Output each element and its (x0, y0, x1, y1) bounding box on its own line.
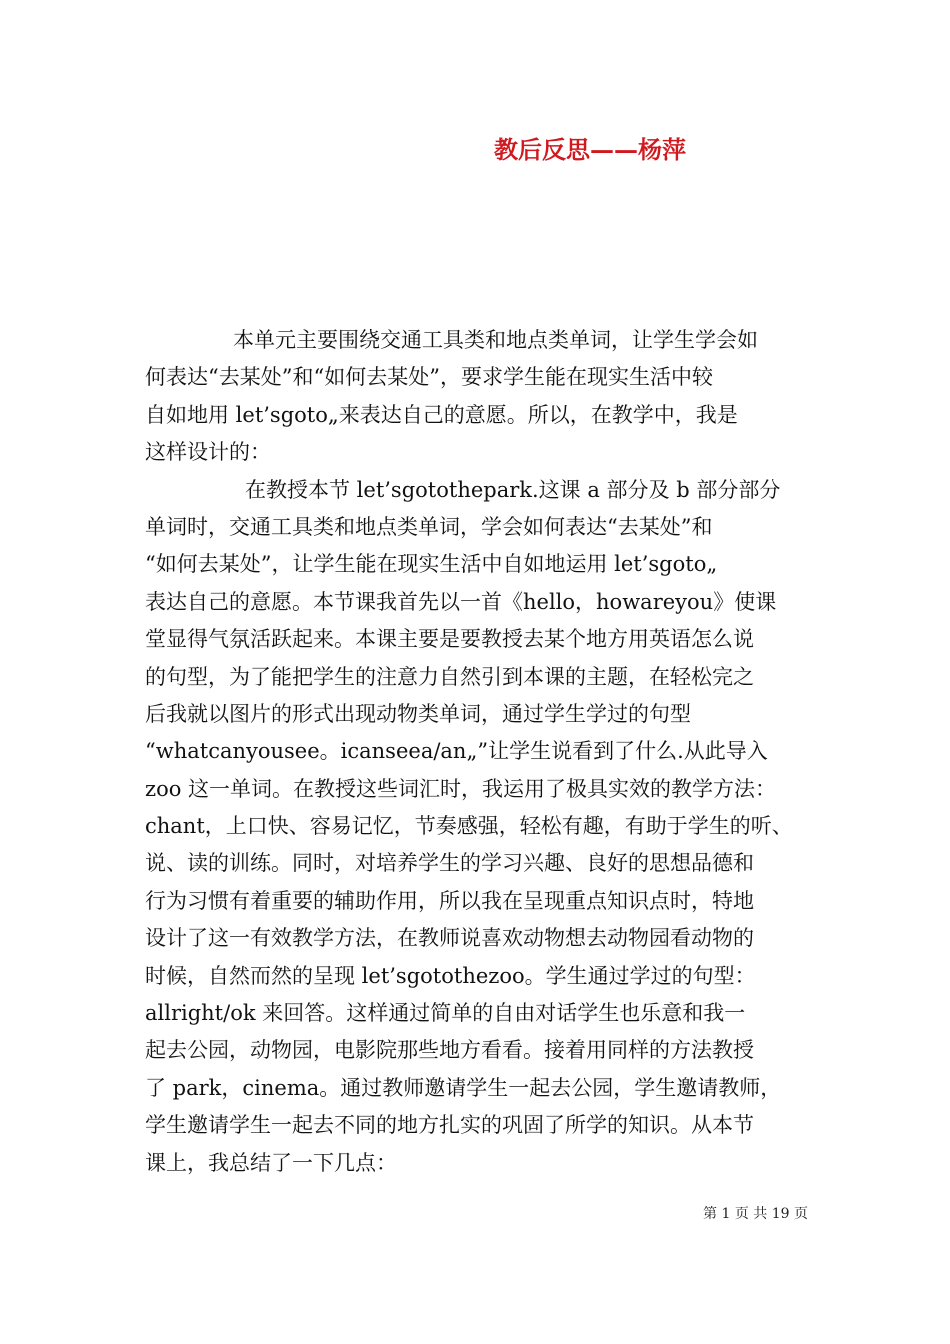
paragraph-line: 起去公园，动物园，电影院那些地方看看。接着用同样的方法教授 (145, 1038, 754, 1063)
document-title: 教后反思——杨萍 (494, 135, 686, 164)
document-body (145, 322, 809, 1182)
paragraph-line: 自如地用 let’sgoto„来表达自己的意愿。所以，在教学中，我是 (145, 402, 738, 427)
paragraph-line: 在教授本节 let’sgotothepark.这课 a 部分及 b 部分部分 (245, 477, 781, 502)
paragraph-line: 了 park，cinema。通过教师邀请学生一起去公园，学生邀请教师， (145, 1075, 782, 1100)
paragraph-line: “whatcanyousee。icanseea/an„”让学生说看到了什么.从此导入 (145, 739, 768, 764)
paragraph-line: 行为习惯有着重要的辅助作用，所以我在呈现重点知识点时，特地 (145, 888, 754, 913)
paragraph-line: 何表达“去某处”和“如何去某处”，要求学生能在现实生活中较 (145, 365, 713, 390)
paragraph-line: 设计了这一有效教学方法，在教师说喜欢动物想去动物园看动物的 (145, 926, 754, 951)
page-number-footer: 第 1 页 共 19 页 (703, 1206, 808, 1222)
paragraph-line: 说、读的训练。同时，对培养学生的学习兴趣、良好的思想品德和 (145, 851, 754, 876)
paragraph-line: 课上，我总结了一下几点： (145, 1150, 397, 1175)
paragraph-line: allright/ok 来回答。这样通过简单的自由对话学生也乐意和我一 (145, 1001, 746, 1026)
paragraph-line: 后我就以图片的形式出现动物类单词，通过学生学过的句型 (145, 701, 691, 726)
paragraph-line: 时候，自然而然的呈现 let’sgotothezoo。学生通过学过的句型： (145, 963, 756, 988)
paragraph-line: 表达自己的意愿。本节课我首先以一首《hello，howareyou》使课 (145, 589, 777, 614)
paragraph-line: 堂显得气氛活跃起来。本课主要是要教授去某个地方用英语怎么说 (145, 627, 754, 652)
paragraph-line: 本单元主要围绕交通工具类和地点类单词，让学生学会如 (233, 328, 758, 352)
paragraph-line: 这样设计的： (145, 440, 271, 465)
paragraph-line: “如何去某处”，让学生能在现实生活中自如地运用 let’sgoto„ (145, 552, 718, 577)
paragraph-line: 学生邀请学生一起去不同的地方扎实的巩固了所学的知识。从本节 (145, 1113, 754, 1138)
paragraph-line: chant，上口快、容易记忆，节奏感强，轻松有趣，有助于学生的听、 (145, 814, 793, 839)
paragraph-line: 单词时，交通工具类和地点类单词，学会如何表达“去某处”和 (145, 514, 713, 539)
paragraph-line: 的句型，为了能把学生的注意力自然引到本课的主题，在轻松完之 (145, 664, 754, 689)
paragraph-line: zoo 这一单词。在教授这些词汇时，我运用了极具实效的教学方法： (145, 776, 777, 801)
